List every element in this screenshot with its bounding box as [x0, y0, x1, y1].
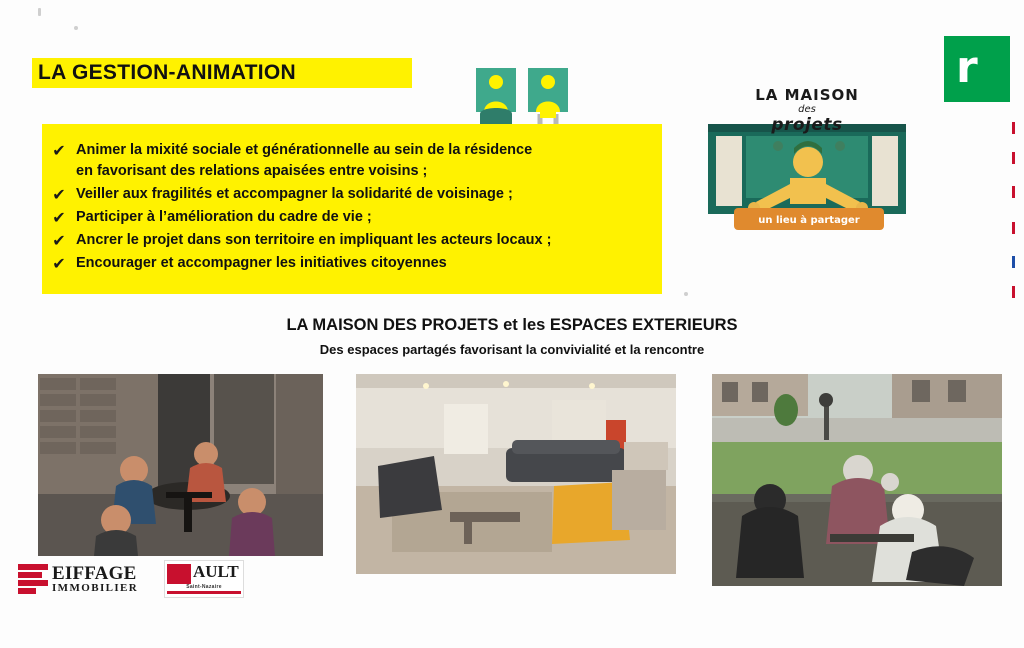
illustration-caption-line3: projets	[771, 115, 843, 135]
edge-mark	[1012, 286, 1015, 298]
eiffage-logo-word: EIFFAGE	[52, 563, 137, 584]
list-item-line1: Veiller aux fragilités et accompagner la solidarité de voisinage ;	[76, 186, 513, 202]
ault-logo	[164, 560, 244, 598]
brand-logo	[944, 36, 1010, 102]
illustration-caption-line2: des	[798, 104, 816, 115]
edge-mark	[1012, 186, 1015, 198]
ault-logo-rule	[167, 591, 241, 594]
eiffage-immobilier-logo	[18, 562, 154, 596]
edge-mark	[1012, 222, 1015, 234]
ault-logo-mark	[167, 564, 191, 584]
illustration-caption	[742, 86, 872, 135]
section-subtitle: Des espaces partagés favorisant la convivialité et la rencontre	[319, 342, 705, 357]
check-icon: ✔	[52, 185, 66, 204]
list-item-line1: Animer la mixité sociale et générationnelle au sein de la résidence	[76, 142, 533, 158]
list-item-text	[76, 230, 551, 251]
list-item-text	[76, 184, 513, 205]
list-item-line1: Encourager et accompagner les initiatives citoyennes	[76, 255, 447, 271]
ault-logo-tagline: Saint-Nazaire	[186, 584, 222, 590]
photo-terrasse-habitants	[38, 374, 323, 556]
eiffage-logo-mark	[18, 564, 48, 592]
list-item-line1: Participer à l’amélioration du cadre de vie ;	[76, 209, 372, 225]
edge-mark	[1012, 256, 1015, 268]
scan-speck	[38, 8, 41, 16]
photo-salon-commun	[356, 374, 676, 574]
list-item-line1: Ancrer le projet dans son territoire en impliquant les acteurs locaux ;	[76, 232, 552, 248]
bullets-list	[42, 140, 662, 276]
list-item	[42, 230, 662, 251]
photo-jardin-partage	[712, 374, 1002, 586]
list-item	[42, 184, 662, 205]
section-title: LA MAISON DES PROJETS et les ESPACES EXTERIEURS	[286, 316, 738, 334]
list-item-text	[76, 140, 532, 182]
check-icon: ✔	[52, 231, 66, 250]
edge-mark	[1012, 152, 1015, 164]
list-item	[42, 253, 662, 274]
list-item-text	[76, 253, 447, 274]
edge-mark	[1012, 122, 1015, 134]
list-item-line2: en favorisant des relations apaisées entre voisins ;	[76, 163, 428, 179]
brand-logo-glyph: r	[956, 42, 978, 93]
list-item	[42, 207, 662, 228]
check-icon: ✔	[52, 141, 66, 160]
scan-speck	[684, 292, 688, 296]
scan-speck	[74, 26, 78, 30]
eiffage-logo-subword: IMMOBILIER	[52, 582, 139, 594]
list-item	[42, 140, 662, 182]
page-title: LA GESTION-ANIMATION	[38, 61, 296, 84]
check-icon: ✔	[52, 254, 66, 273]
svg-text:un lieu à partager: un lieu à partager	[758, 215, 860, 226]
ault-logo-word: AULT	[193, 562, 239, 581]
check-icon: ✔	[52, 208, 66, 227]
list-item-text	[76, 207, 372, 228]
illustration-caption-line1: LA MAISON	[755, 86, 859, 104]
